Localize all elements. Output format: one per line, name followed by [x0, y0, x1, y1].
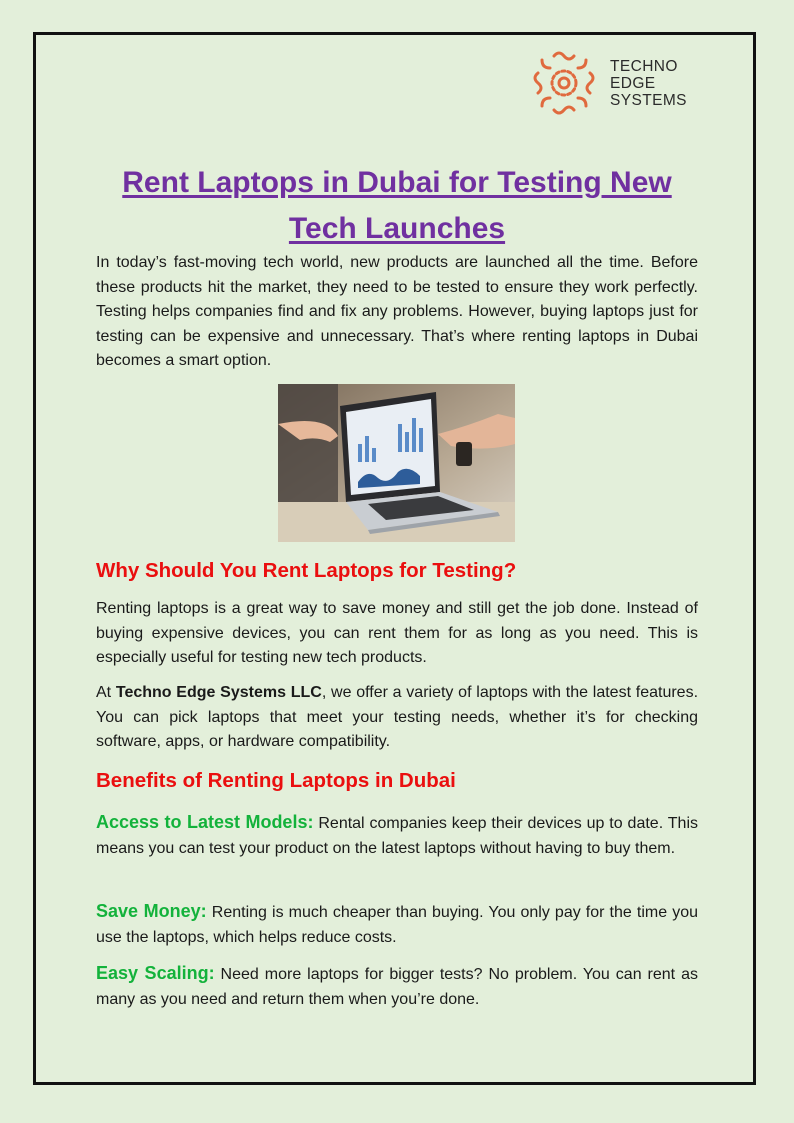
benefit-text: Rental companies keep their devices up to date. This means you can test your product on the latest laptops without having to buy them. [96, 815, 698, 857]
laptop-photo [278, 384, 515, 542]
intro-paragraph: In today’s fast-moving tech world, new products are launched all the time. Before these products hit the market, they need to be tested to ensure they work perfectly. Testing helps companies find and fix any problems. However, buying laptops just for testing can be expensive and unnecessary. That’s where renting laptops in Dubai becomes a smart option. [96, 254, 698, 369]
benefit-lead: Easy Scaling: [96, 963, 215, 983]
p2-rest: , we offer a variety of laptops with the latest features. You can pick laptops that meet your testing needs, whether it’s for checking software, apps, or hardware compatibility. [96, 684, 699, 750]
logo-text-line-1: TECHNO [610, 57, 678, 75]
why-rent-paragraph-1: Renting laptops is a great way to save money and still get the job done. Instead of buying expensive devices, you can rent them for as long as you need. This is especially useful for testing new tech products. [96, 600, 698, 666]
section-heading-why-rent: Why Should You Rent Laptops for Testing? [96, 559, 517, 582]
benefit-item [96, 961, 698, 1012]
logo-text-line-3: SYSTEMS [610, 91, 687, 109]
why-rent-paragraph-2 [96, 681, 698, 755]
benefit-lead: Access to Latest Models: [96, 812, 314, 832]
section-heading-benefits: Benefits of Renting Laptops in Dubai [96, 769, 456, 792]
logo-text-line-2: EDGE [610, 74, 656, 92]
benefit-item [96, 899, 698, 950]
benefit-lead: Save Money: [96, 901, 207, 921]
benefit-item [96, 810, 698, 861]
page-title: Rent Laptops in Dubai for Testing New Tech Launches [122, 166, 672, 245]
benefit-text: Need more laptops for bigger tests? No problem. You can rent as many as you need and return them when you’re done. [96, 966, 698, 1008]
company-logo [532, 48, 687, 118]
benefit-text: Renting is much cheaper than buying. You only pay for the time you use the laptops, which helps reduce costs. [96, 904, 698, 946]
company-name: Techno Edge Systems LLC [115, 684, 322, 701]
logo-emblem-icon [532, 48, 596, 118]
p2-prefix: At [96, 684, 116, 701]
